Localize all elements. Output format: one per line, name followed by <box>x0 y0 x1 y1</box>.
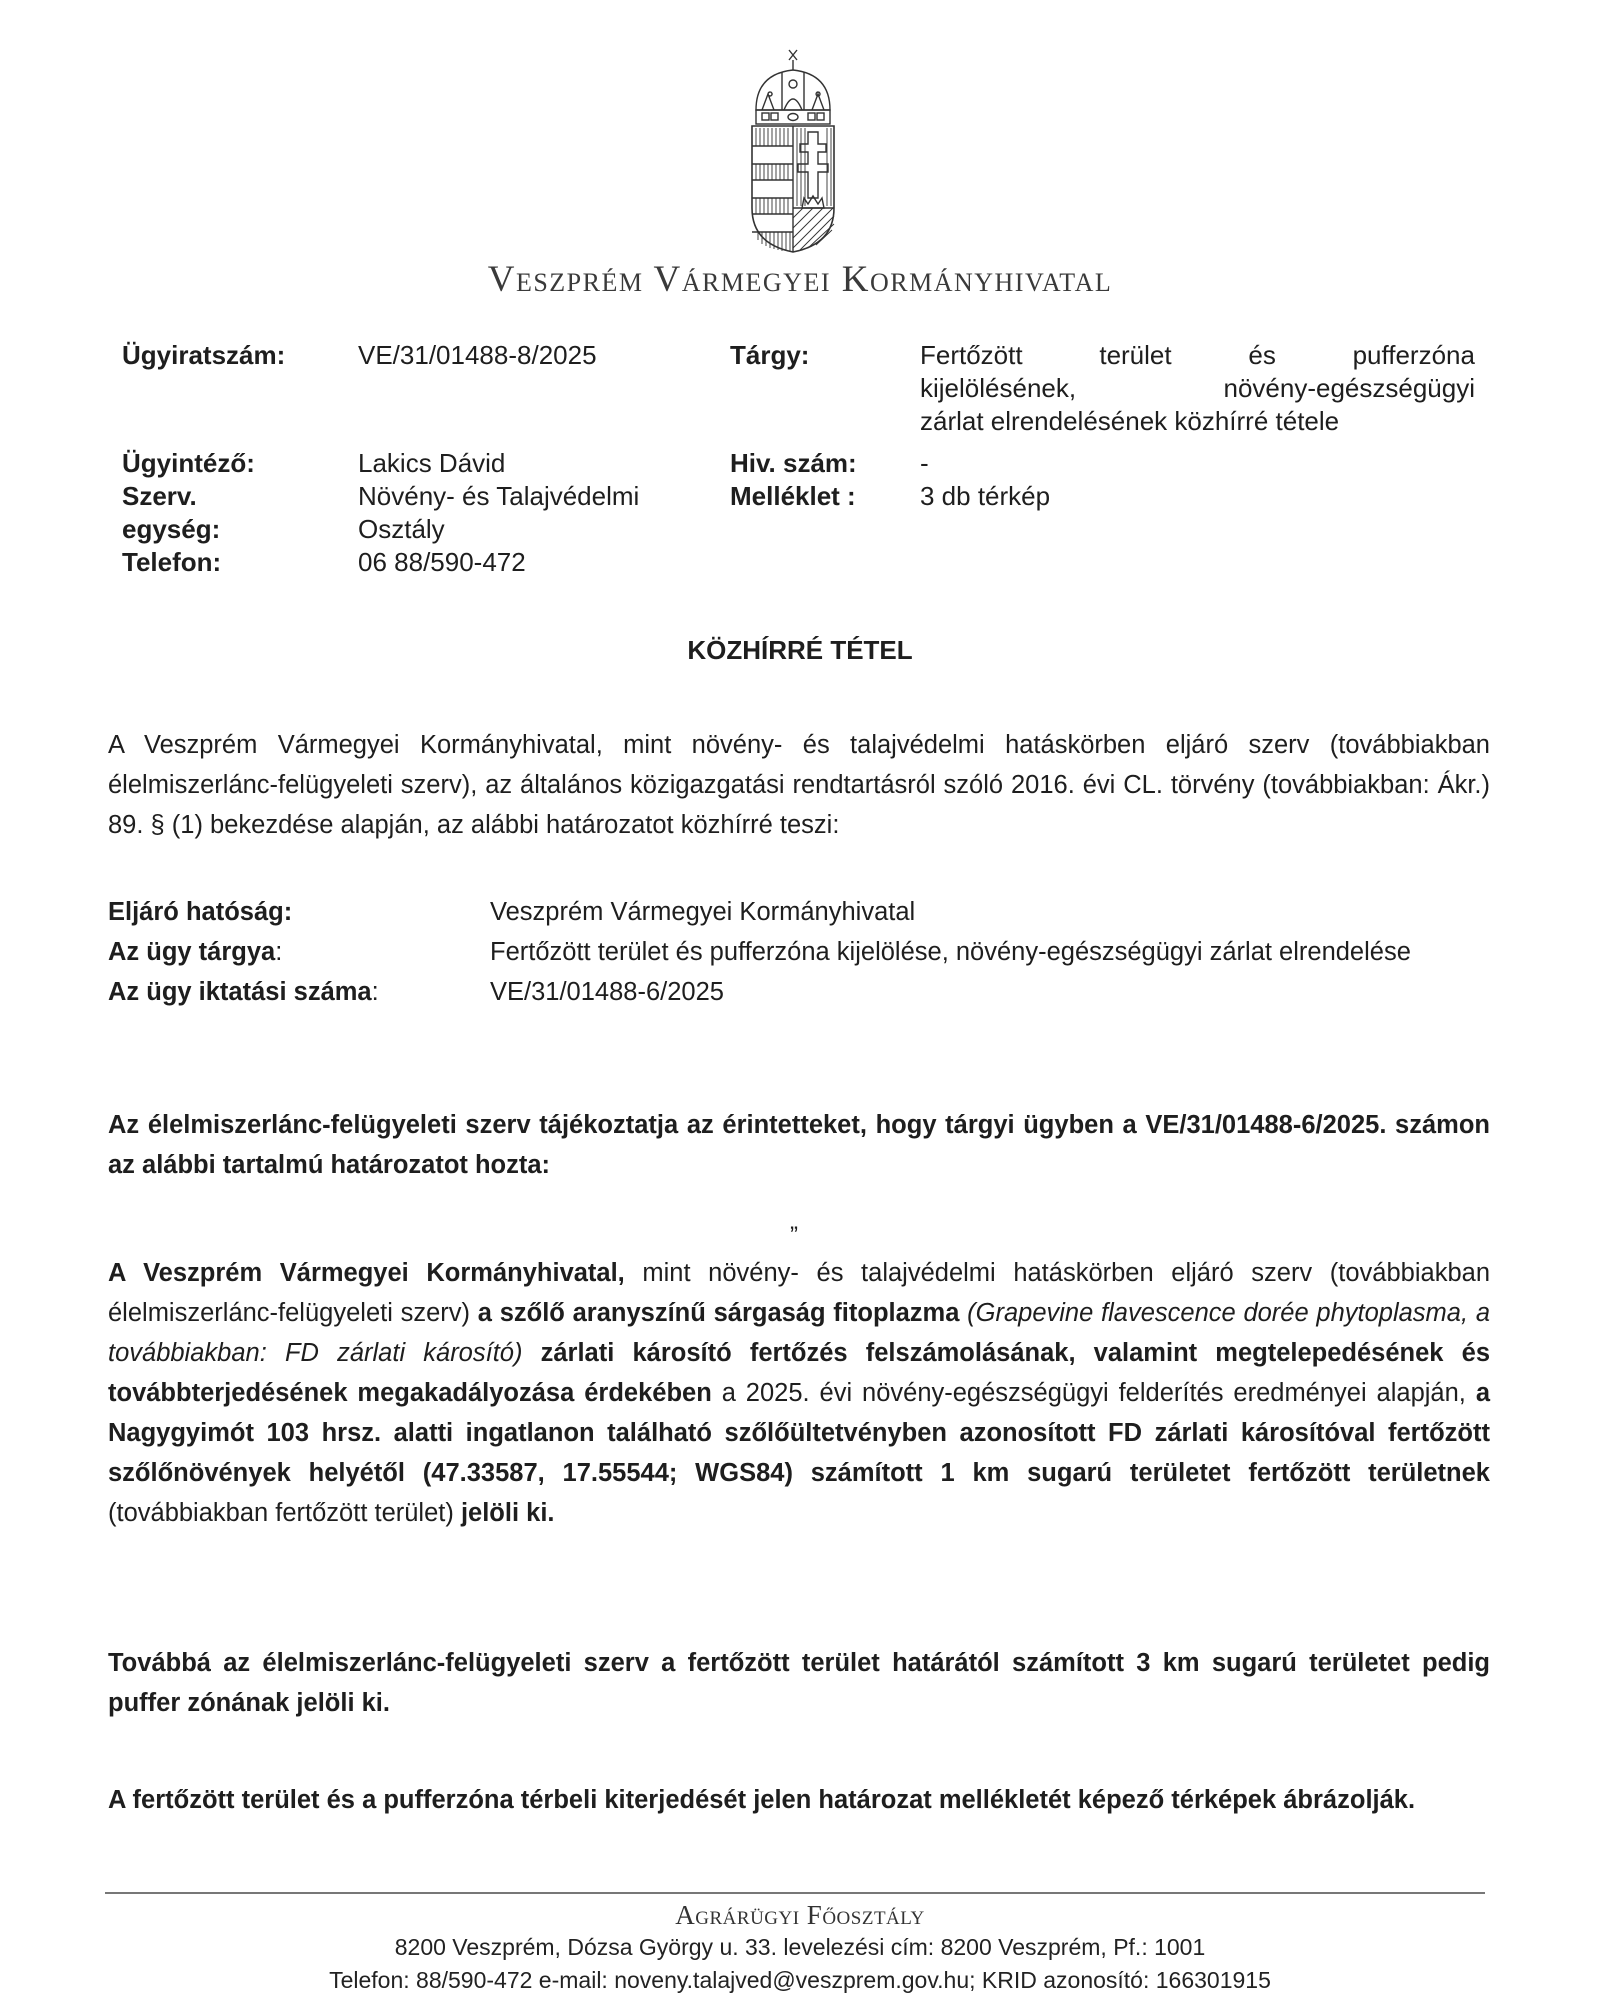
decision-span: (Grapevine flavescence dorée phytoplasma, a továbbiakban: FD zárlati károsító) <box>108 1299 1490 1367</box>
phone-value: 06 88/590-472 <box>358 547 526 577</box>
hungarian-coat-of-arms-icon <box>742 48 844 254</box>
subject-label: Tárgy: <box>730 340 810 370</box>
administrator-label: Ügyintéző: <box>122 448 255 478</box>
case-details <box>108 892 1490 1012</box>
reference-value: - <box>920 448 929 478</box>
decision-span: A Veszprém Vármegyei Kormányhivatal, <box>108 1259 625 1287</box>
decision-span: a Nagygyimót 103 hrsz. alatti ingatlanon található szőlőültetvényben azonosított FD zárlati károsítóval fertőzött szőlőnövények helyétől (47.33587, 17.55544; WGS84) számított 1 km sugarú területet fertőzött területnek <box>108 1379 1490 1487</box>
decision-paragraph-1 <box>108 1253 1490 1533</box>
intro-paragraph: A Veszprém Vármegyei Kormányhivatal, mint növény- és talajvédelmi hatáskörben eljáró szerv (továbbiakban élelmiszerlánc-felügyeleti szerv), az általános közigazgatási rendtartásról szóló 2016. évi CL. törvény (továbbiakban: Ákr.) 89. § (1) bekezdése alapján, az alábbi határozatot közhírré teszi: <box>108 731 1490 839</box>
detail-label: Eljáró hatóság: <box>108 898 293 926</box>
phone-label: Telefon: <box>122 547 222 577</box>
decision-paragraph-2: Továbbá az élelmiszerlánc-felügyeleti szerv a fertőzött terület határától számított 3 km sugarú területet pedig puffer zónának jelöli ki. <box>108 1649 1490 1717</box>
subject-line-2: kijelölésének, növény-egészségügyi <box>920 373 1475 403</box>
attachment-label: Melléklet : <box>730 481 856 511</box>
detail-label: Az ügy tárgya: <box>108 938 283 966</box>
detail-label: Az ügy iktatási száma: <box>108 978 379 1006</box>
administrator-value: Lakics Dávid <box>358 448 506 478</box>
footer-department: Agrárügyi Főosztály <box>675 1900 925 1930</box>
attachment-value: 3 db térkép <box>920 481 1051 511</box>
decision-span: (továbbiakban fertőzött terület) <box>108 1499 461 1527</box>
detail-row <box>108 932 1490 972</box>
detail-value: Fertőzött terület és pufferzóna kijelölése, növény-egészségügyi zárlat elrendelése <box>490 938 1411 966</box>
organization-title: Veszprém Vármegyei Kormányhivatal <box>487 259 1113 300</box>
document-heading: KÖZHÍRRÉ TÉTEL <box>687 635 913 665</box>
subject-line-1: Fertőzött terület és pufferzóna <box>920 340 1475 370</box>
detail-row <box>108 972 1490 1012</box>
notice-paragraph: Az élelmiszerlánc-felügyeleti szerv tájékoztatja az érintetteket, hogy tárgyi ügyben a VE/31/01488-6/2025. számon az alábbi tartalmú határozatot hozta: <box>108 1111 1490 1179</box>
detail-row <box>108 892 1490 932</box>
detail-value: Veszprém Vármegyei Kormányhivatal <box>490 898 916 926</box>
subject-line-3: zárlat elrendelésének közhírré tétele <box>920 406 1340 436</box>
decision-paragraph-3: A fertőzött terület és a pufferzóna térbeli kiterjedését jelen határozat mellékletét képező térképek ábrázolják. <box>108 1786 1416 1814</box>
decision-span: a 2025. évi növény-egészségügyi felderítés eredményei alapján, <box>711 1379 1476 1407</box>
footer-address: 8200 Veszprém, Dózsa György u. 33. levelezési cím: 8200 Veszprém, Pf.: 1001 <box>394 1934 1206 1960</box>
opening-quote-mark: ” <box>790 1222 798 1249</box>
decision-span: jelöli ki. <box>460 1499 555 1527</box>
decision-span: a szőlő aranyszínű sárgaság fitoplazma <box>477 1299 960 1327</box>
unit-label: Szerv. egység: <box>122 481 221 544</box>
decision-span: mint növény- és talajvédelmi hatáskörben eljáró szerv (továbbiakban élelmiszerlánc-felügyeleti szerv) <box>108 1259 1490 1327</box>
footer-divider <box>105 1892 1485 1894</box>
reference-label: Hiv. szám: <box>730 448 857 478</box>
case-number-value: VE/31/01488-8/2025 <box>358 340 597 370</box>
subject-value <box>920 339 1475 438</box>
footer-contact: Telefon: 88/590-472 e-mail: noveny.talajved@veszprem.gov.hu; KRID azonosító: 166301915 <box>329 1967 1271 1993</box>
unit-value: Növény- és Talajvédelmi Osztály <box>358 481 640 544</box>
case-number-label: Ügyiratszám: <box>122 340 286 370</box>
decision-span: zárlati károsító fertőzés felszámolásának, valamint megtelepedésének és továbbterjedésének megakadályozása érdekében <box>108 1339 1490 1407</box>
detail-value: VE/31/01488-6/2025 <box>490 978 724 1006</box>
